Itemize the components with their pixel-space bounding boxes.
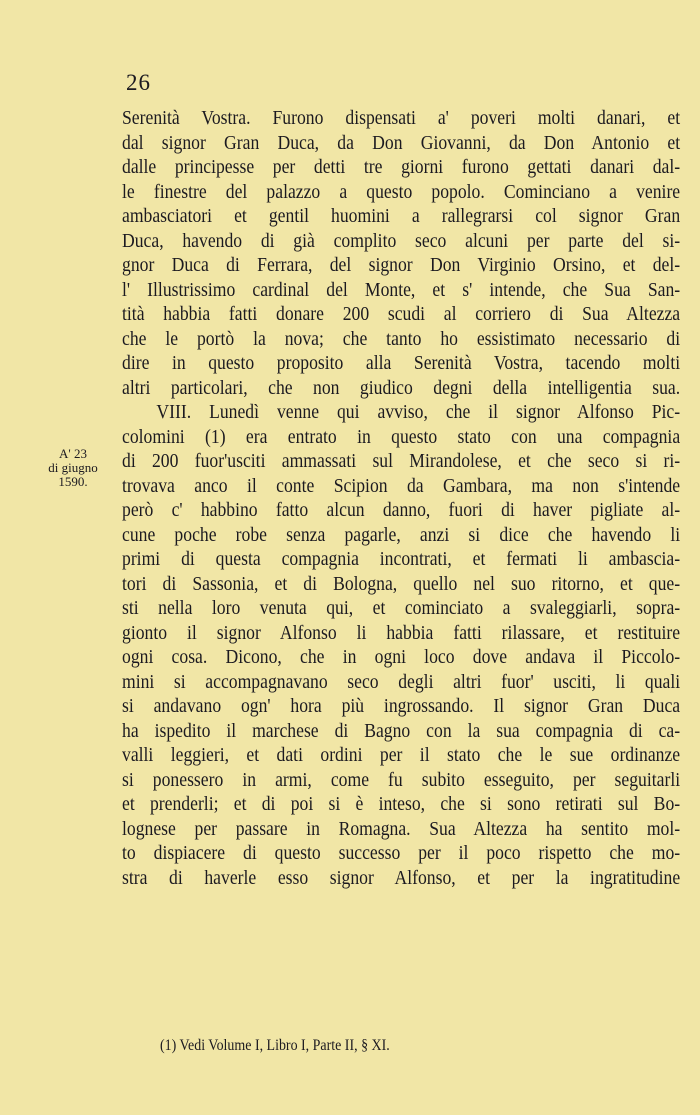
text-line: dal signor Gran Duca, da Don Giovanni, da Don Antonio et <box>122 131 681 154</box>
body-text <box>122 106 680 890</box>
margin-date-note <box>38 447 108 489</box>
text-line: dalle principesse per detti tre giorni furono gettati danari dal- <box>122 156 681 178</box>
text-line: lognese per passare in Romagna. Sua Altezza ha sentito mol- <box>122 817 681 840</box>
text-line: stra di haverle esso signor Alfonso, et per la ingratitudine <box>122 866 681 889</box>
margin-note-line: di giugno <box>48 460 98 475</box>
text-line: l' Illustrissimo cardinal del Monte, et s' intende, che Sua San- <box>122 278 681 301</box>
text-line: primi di questa compagnia incontrati, et fermati li ambascia- <box>122 548 681 570</box>
text-line: gnor Duca di Ferrara, del signor Don Virginio Orsino, et del- <box>122 254 681 276</box>
text-line: ha ispedito il marchese di Bagno con la sua compagnia di ca- <box>122 719 681 742</box>
text-line: gionto il signor Alfonso li habbia fatti rilassare, et restituire <box>122 621 681 644</box>
text-line: dire in questo proposito alla Serenità Vostra, tacendo molti <box>122 352 681 374</box>
text-line: Serenità Vostra. Furono dispensati a' poveri molti danari, et <box>122 107 681 129</box>
text-line: mini si accompagnavano seco degli altri fuor' usciti, li quali <box>122 670 681 693</box>
page-number: 26 <box>126 70 151 95</box>
text-line: le finestre del palazzo a questo popolo. Cominciano a venire <box>122 180 681 203</box>
text-line: si ponessero in armi, come fu subito esseguito, per seguitarli <box>122 768 681 791</box>
text-line: di 200 fuor'usciti ammassati sul Mirandolese, et che seco si ri- <box>122 450 681 472</box>
text-line: cune poche robe senza pagarle, anzi si dice che havendo li <box>122 523 681 546</box>
margin-note-line: 1590. <box>58 474 88 489</box>
text-line: to dispiacere di questo successo per il poco rispetto che mo- <box>122 842 681 864</box>
text-line: si andavano ogn' hora più ingrossando. Il signor Gran Duca <box>122 695 681 717</box>
text-line: altri particolari, che non giudico degni della intelligentia sua. <box>122 376 681 399</box>
footnote: (1) Vedi Volume I, Libro I, Parte II, § XI. <box>160 1037 390 1054</box>
text-line: VIII. Lunedì venne qui avviso, che il signor Alfonso Pic- <box>156 401 681 423</box>
text-line: sti nella loro venuta qui, et cominciato a svaleggiarli, sopra- <box>122 597 681 619</box>
text-line: tità habbia fatti donare 200 scudi al corriero di Sua Altezza <box>122 303 681 325</box>
text-line: et prenderli; et di poi si è inteso, che si sono retirati sul Bo- <box>122 793 681 815</box>
text-line: Duca, havendo di già complito seco alcuni per parte del si- <box>122 229 681 252</box>
text-line: ogni cosa. Dicono, che in ogni loco dove andava il Piccolo- <box>122 646 681 668</box>
text-line: tori di Sassonia, et di Bologna, quello nel suo ritorno, et que- <box>122 572 681 595</box>
text-line: colomini (1) era entrato in questo stato con una compagnia <box>122 425 681 448</box>
margin-note-line: A' 23 <box>59 446 87 461</box>
text-line: ambasciatori et gentil huomini a rallegrarsi col signor Gran <box>122 205 681 227</box>
text-line: valli leggieri, et dati ordini per il stato che le sue ordinanze <box>122 744 681 766</box>
text-line: trovava anco il conte Scipion da Gambara, ma non s'intende <box>122 474 681 497</box>
text-line: però c' habbino fatto alcun danno, fuori di haver pigliate al- <box>122 499 681 521</box>
text-line: che le portò la nova; che tanto ho essistimato necessario di <box>122 327 681 350</box>
